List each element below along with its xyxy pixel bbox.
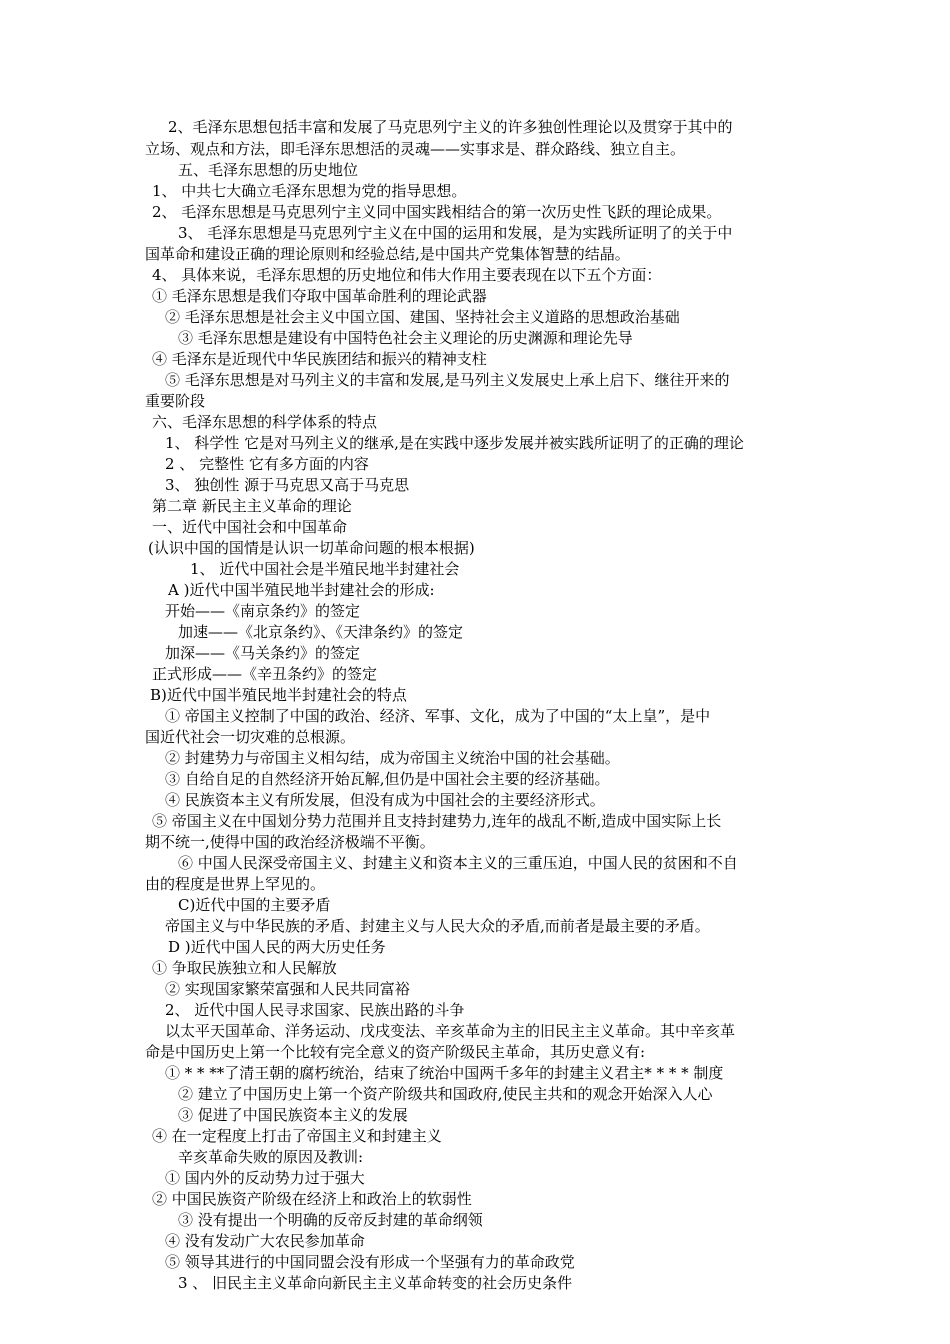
text-line: 重要阶段 — [145, 392, 206, 410]
section-heading: 一、近代中国社会和中国革命 — [152, 518, 348, 536]
text-line: 3 、 旧民主主义革命向新民主主义革命转变的社会历史条件 — [178, 1274, 573, 1292]
text-line: ③ 促进了中国民族资本主义的发展 — [178, 1106, 408, 1124]
text-line: 国近代社会一切灾难的总根源。 — [145, 728, 356, 746]
text-line: 开始——《南京条约》的签定 — [165, 602, 361, 620]
text-line: 2、毛泽东思想包括丰富和发展了马克思列宁主义的许多独创性理论以及贯穿于其中的 — [168, 118, 733, 136]
text-line: ④ 毛泽东是近现代中华民族团结和振兴的精神支柱 — [152, 350, 487, 368]
text-line: ② 建立了中国历史上第一个资产阶级共和国政府,使民主共和的观念开始深入人心 — [178, 1085, 713, 1103]
text-line: 加速——《北京条约》、《天津条约》的签定 — [178, 623, 464, 641]
text-line: 2、 近代中国人民寻求国家、民族出路的斗争 — [165, 1001, 465, 1019]
text-line: ⑥ 中国人民深受帝国主义、封建主义和资本主义的三重压迫，中国人民的贫困和不自 — [178, 854, 738, 872]
text-line: A )近代中国半殖民地半封建社会的形成: — [168, 581, 435, 599]
text-line: 国革命和建设正确的理论原则和经验总结,是中国共产党集体智慧的结晶。 — [145, 245, 630, 263]
text-line: 帝国主义与中华民族的矛盾、封建主义与人民大众的矛盾,而前者是最主要的矛盾。 — [165, 917, 710, 935]
text-line: ① * * **了清王朝的腐朽统治，结束了统治中国两千多年的封建主义君主* * * * 制度 — [165, 1064, 724, 1082]
text-line: 以太平天国革命、洋务运动、戊戌变法、辛亥革命为主的旧民主主义革命。其中辛亥革 — [165, 1022, 736, 1040]
text-line: ④ 民族资本主义有所发展，但没有成为中国社会的主要经济形式。 — [165, 791, 605, 809]
text-line: ④ 没有发动广大农民参加革命 — [165, 1232, 365, 1250]
section-heading: 六、毛泽东思想的科学体系的特点 — [152, 413, 378, 431]
text-line: 1、 科学性 它是对马列主义的继承,是在实践中逐步发展并被实践所证明了的正确的理论 — [165, 434, 744, 452]
text-line: ③ 毛泽东思想是建设有中国特色社会主义理论的历史渊源和理论先导 — [178, 329, 633, 347]
text-line: ③ 没有提出一个明确的反帝反封建的革命纲领 — [178, 1211, 483, 1229]
text-line: 命是中国历史上第一个比较有完全意义的资产阶级民主革命，其历史意义有: — [145, 1043, 646, 1061]
text-line: ⑤ 帝国主义在中国划分势力范围并且支持封建势力,连年的战乱不断,造成中国实际上长 — [152, 812, 722, 830]
text-line: C)近代中国的主要矛盾 — [178, 896, 331, 914]
text-line: ② 实现国家繁荣富强和人民共同富裕 — [165, 980, 410, 998]
text-line: 正式形成——《辛丑条约》的签定 — [152, 665, 378, 683]
text-line: ② 中国民族资产阶级在经济上和政治上的软弱性 — [152, 1190, 472, 1208]
text-line: 1、 中共七大确立毛泽东思想为党的指导思想。 — [152, 182, 467, 200]
text-line: ① 争取民族独立和人民解放 — [152, 959, 337, 977]
text-line: (认识中国的国情是认识一切革命问题的根本根据) — [148, 539, 475, 557]
chapter-heading: 第二章 新民主主义革命的理论 — [152, 497, 352, 515]
text-line: 3、 毛泽东思想是马克思列宁主义在中国的运用和发展，是为实践所证明了的关于中 — [178, 224, 733, 242]
text-line: D )近代中国人民的两大历史任务 — [168, 938, 386, 956]
text-line: ③ 自给自足的自然经济开始瓦解,但仍是中国社会主要的经济基础。 — [165, 770, 610, 788]
text-line: 由的程度是世界上罕见的。 — [145, 875, 326, 893]
text-line: ① 毛泽东思想是我们夺取中国革命胜利的理论武器 — [152, 287, 487, 305]
text-line: 2、 毛泽东思想是马克思列宁主义同中国实践相结合的第一次历史性飞跃的理论成果。 — [152, 203, 722, 221]
text-line: ① 国内外的反动势力过于强大 — [165, 1169, 365, 1187]
text-line: 立场、观点和方法，即毛泽东思想活的灵魂——实事求是、群众路线、独立自主。 — [145, 140, 686, 158]
text-line: ⑤ 领导其进行的中国同盟会没有形成一个坚强有力的革命政党 — [165, 1253, 575, 1271]
text-line: 2 、 完整性 它有多方面的内容 — [165, 455, 369, 473]
text-line: ④ 在一定程度上打击了帝国主义和封建主义 — [152, 1127, 442, 1145]
text-line: 期不统一,使得中国的政治经济极端不平衡。 — [145, 833, 435, 851]
section-heading: 五、毛泽东思想的历史地位 — [178, 161, 359, 179]
text-line: 4、 具体来说，毛泽东思想的历史地位和伟大作用主要表现在以下五个方面： — [152, 266, 662, 284]
text-line: ① 帝国主义控制了中国的政治、经济、军事、文化，成为了中国的“太上皇”，是中 — [165, 707, 711, 725]
text-line: 1、 近代中国社会是半殖民地半封建社会 — [190, 560, 460, 578]
text-line: ② 封建势力与帝国主义相勾结，成为帝国主义统治中国的社会基础。 — [165, 749, 620, 767]
text-line: ⑤ 毛泽东思想是对马列主义的丰富和发展,是马列主义发展史上承上启下、继往开来的 — [165, 371, 730, 389]
text-line: 辛亥革命失败的原因及教训: — [178, 1148, 364, 1166]
text-line: B)近代中国半殖民地半封建社会的特点 — [150, 686, 407, 704]
text-line: 3、 独创性 源于马克思又高于马克思 — [165, 476, 410, 494]
text-line: 加深——《马关条约》的签定 — [165, 644, 361, 662]
text-line: ② 毛泽东思想是社会主义中国立国、建国、坚持社会主义道路的思想政治基础 — [165, 308, 680, 326]
